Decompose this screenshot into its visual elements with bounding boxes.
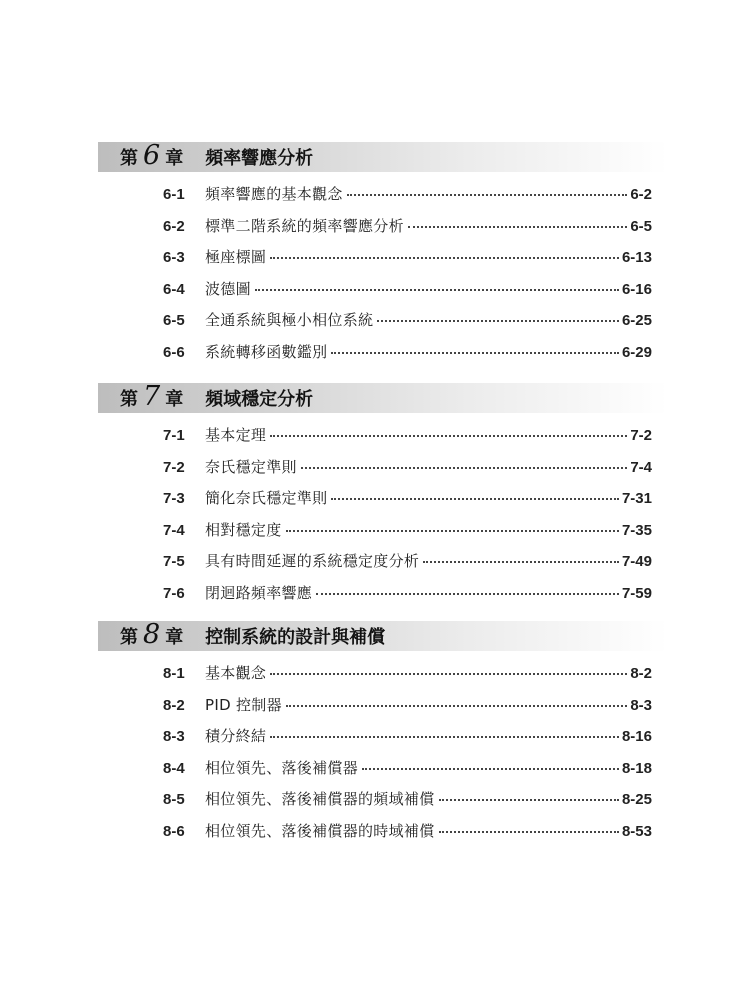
page-number: 7-59 (621, 584, 652, 602)
dot-leader (347, 194, 628, 196)
chapter-6 (98, 139, 668, 373)
dot-leader (270, 257, 619, 259)
dot-leader (331, 352, 619, 354)
toc-entry-7-3[interactable] (163, 487, 652, 519)
page-number: 8-18 (621, 759, 652, 777)
dot-leader (301, 467, 628, 469)
section-title: 奈氏穩定準則 (205, 457, 297, 476)
chapter-prefix: 第 (120, 627, 138, 648)
section-title: 基本定理 (205, 426, 267, 444)
section-number: 8-5 (163, 791, 185, 809)
page-number: 7-35 (621, 521, 652, 539)
toc-entry-8-4[interactable] (163, 757, 652, 789)
page-number: 6-25 (621, 312, 652, 330)
section-title: 頻率響應的基本觀念 (205, 185, 343, 203)
chapter-suffix: 章 (165, 627, 184, 648)
chapter-number-label (120, 139, 184, 171)
page-number: 8-53 (621, 822, 652, 840)
dot-leader (439, 831, 619, 833)
chapter-suffix: 章 (165, 148, 184, 169)
dot-leader (439, 799, 619, 801)
section-number: 8-3 (163, 728, 185, 746)
chapter-header (98, 139, 668, 172)
dot-leader (331, 498, 619, 500)
section-title: 全通系統與極小相位系統 (205, 311, 374, 330)
dot-leader (286, 530, 619, 532)
section-title: 波德圖 (205, 279, 251, 298)
dot-leader (270, 673, 627, 675)
chapter-number: 8 (143, 618, 161, 650)
section-number: 8-2 (163, 696, 185, 714)
dot-leader (270, 435, 627, 437)
toc-entry-7-6[interactable] (163, 582, 652, 614)
page-number: 7-49 (621, 553, 652, 571)
dot-leader (377, 320, 619, 322)
toc-entry-list (98, 662, 668, 852)
chapter-header (98, 380, 668, 413)
section-title: 相位領先、落後補償器 (205, 758, 359, 777)
toc-entry-8-2[interactable] (163, 694, 652, 726)
chapter-number: 6 (143, 139, 161, 171)
dot-leader (270, 736, 619, 738)
page-number: 6-5 (630, 217, 652, 235)
section-title: 具有時間延遲的系統穩定度分析 (205, 552, 420, 571)
section-number: 8-1 (163, 665, 185, 682)
section-number: 7-1 (163, 427, 185, 444)
toc-entry-7-2[interactable] (163, 456, 652, 488)
section-title: 相對穩定度 (205, 520, 282, 539)
page-number: 7-31 (621, 490, 652, 508)
section-title: 相位領先、落後補償器的頻域補償 (205, 790, 435, 809)
page-number: 8-16 (621, 728, 652, 746)
toc-entry-6-5[interactable] (163, 309, 652, 341)
toc-entry-list (98, 183, 668, 373)
section-number: 7-3 (163, 490, 185, 508)
dot-leader (423, 561, 619, 563)
chapter-suffix: 章 (165, 389, 184, 410)
chapter-number-label (120, 618, 184, 650)
toc-entry-list (98, 424, 668, 614)
chapter-number: 7 (143, 380, 161, 412)
toc-entry-6-3[interactable] (163, 246, 652, 278)
section-title: 極座標圖 (205, 248, 267, 267)
chapter-8 (98, 618, 668, 852)
toc-entry-6-2[interactable] (163, 215, 652, 247)
page-number: 6-2 (630, 186, 652, 203)
page-number: 6-29 (621, 343, 652, 361)
dot-leader (316, 593, 619, 595)
toc-entry-7-1[interactable] (163, 424, 652, 456)
chapter-title[interactable]: 控制系統的設計與補償 (205, 627, 386, 648)
section-number: 6-5 (163, 312, 185, 330)
chapter-header (98, 618, 668, 651)
toc-entry-8-6[interactable] (163, 820, 652, 852)
section-number: 6-3 (163, 249, 185, 267)
toc-entry-6-6[interactable] (163, 341, 652, 373)
toc-entry-8-1[interactable] (163, 662, 652, 694)
dot-leader (362, 768, 619, 770)
section-number: 6-2 (163, 217, 185, 235)
section-title: 標準二階系統的頻率響應分析 (205, 216, 404, 235)
chapter-title[interactable]: 頻域穩定分析 (205, 389, 314, 410)
section-number: 7-5 (163, 553, 185, 571)
section-number: 6-6 (163, 343, 185, 361)
dot-leader (255, 289, 619, 291)
page-number: 6-13 (621, 249, 652, 267)
page-number: 7-4 (630, 458, 652, 476)
chapter-title[interactable]: 頻率響應分析 (205, 148, 314, 169)
chapter-prefix: 第 (120, 389, 138, 410)
section-number: 7-2 (163, 458, 185, 476)
section-title: 系統轉移函數鑑別 (205, 342, 328, 361)
section-title: 簡化奈氏穩定準則 (205, 489, 328, 508)
section-number: 6-1 (163, 186, 185, 203)
section-number: 8-4 (163, 759, 185, 777)
section-title: PID 控制器 (205, 695, 282, 714)
chapter-7 (98, 380, 668, 614)
dot-leader (286, 705, 627, 707)
section-number: 7-6 (163, 584, 185, 602)
page-number: 6-16 (621, 280, 652, 298)
section-title: 基本觀念 (205, 664, 267, 682)
section-number: 8-6 (163, 822, 185, 840)
toc-entry-8-3[interactable] (163, 725, 652, 757)
section-title: 相位領先、落後補償器的時域補償 (205, 821, 435, 840)
toc-entry-6-4[interactable] (163, 278, 652, 310)
page-number: 8-25 (621, 791, 652, 809)
section-title: 閉迴路頻率響應 (205, 583, 313, 602)
chapter-number-label (120, 380, 184, 412)
toc-entry-8-5[interactable] (163, 788, 652, 820)
page-number: 8-2 (630, 665, 652, 682)
page-number: 8-3 (630, 696, 652, 714)
dot-leader (408, 226, 627, 228)
toc-entry-7-5[interactable] (163, 550, 652, 582)
section-title: 積分終結 (205, 727, 267, 746)
section-number: 7-4 (163, 521, 185, 539)
toc-entry-7-4[interactable] (163, 519, 652, 551)
page-number: 7-2 (630, 427, 652, 444)
toc-entry-6-1[interactable] (163, 183, 652, 215)
section-number: 6-4 (163, 280, 185, 298)
chapter-prefix: 第 (120, 148, 138, 169)
